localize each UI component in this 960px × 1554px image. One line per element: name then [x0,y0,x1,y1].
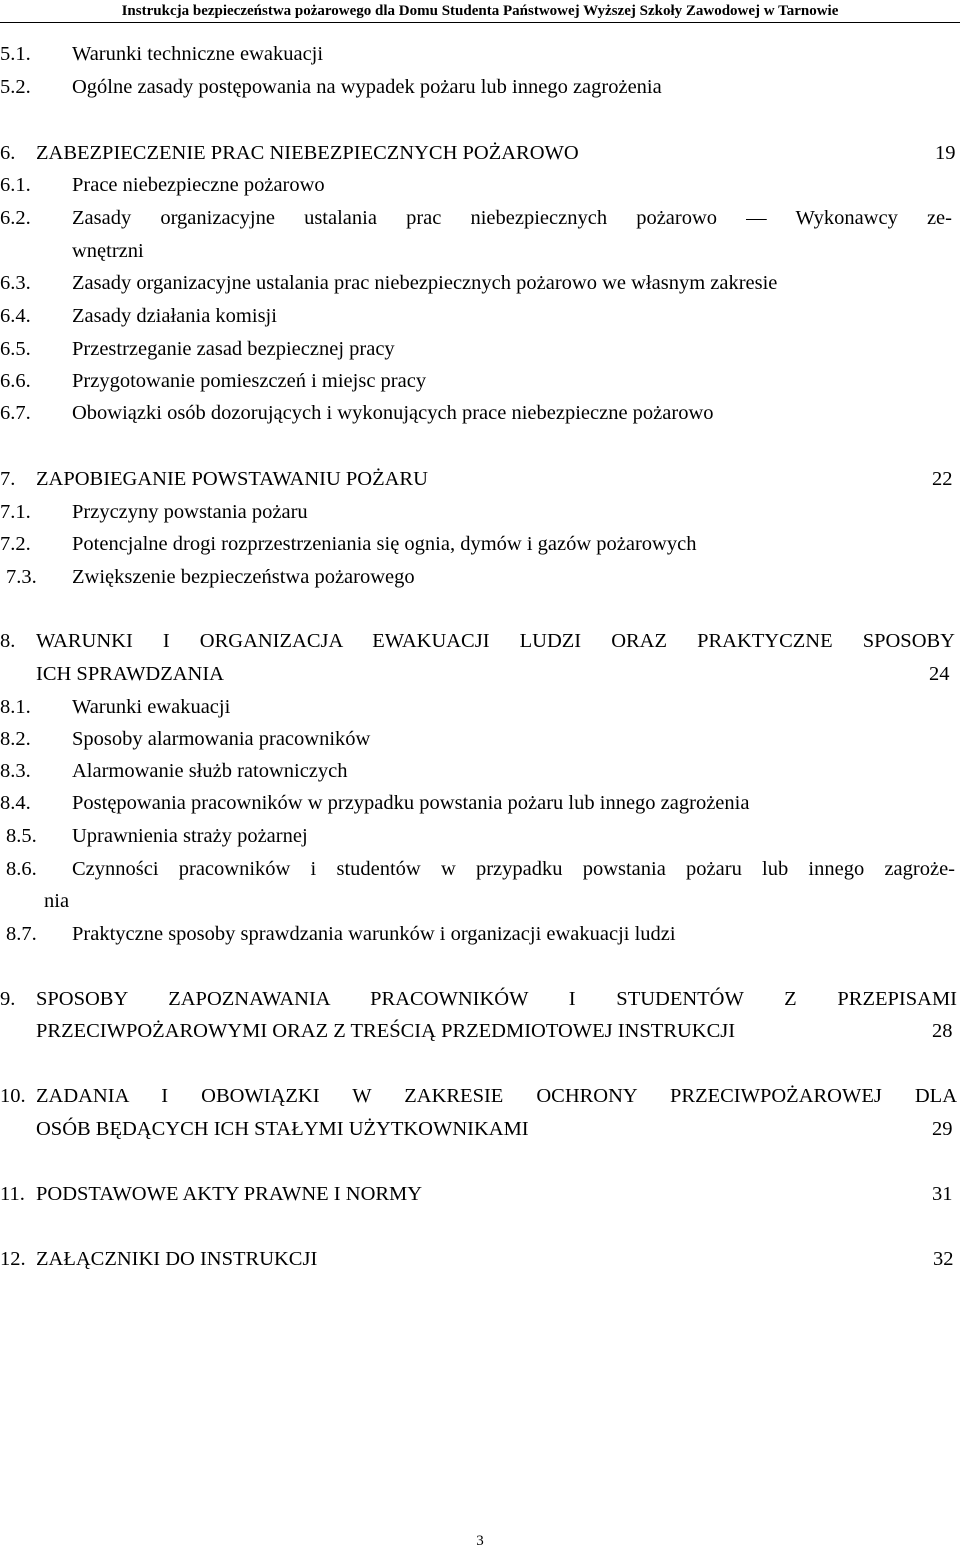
entry-title: Zwiększenie bezpieczeństwa pożarowego [72,566,415,588]
entry-title: SPOSOBY ZAPOZNAWANIA PRACOWNIKÓW I STUDENTÓW Z PRZEPISAMI [36,988,957,1010]
entry-title: ZAŁĄCZNIKI DO INSTRUKCJI [36,1248,318,1270]
entry-title: ZABEZPIECZENIE PRAC NIEBEZPIECZNYCH POŻAROWO [36,142,579,164]
entry-title: Uprawnienia straży pożarnej [72,825,308,847]
entry-number: 6.3. [0,272,31,294]
entry-page-number: 31 [932,1183,953,1205]
entry-page-number: 29 [932,1118,953,1140]
entry-title: Ogólne zasady postępowania na wypadek pożaru lub innego zagrożenia [72,76,662,98]
entry-number: 8.3. [0,760,31,782]
entry-number: 11. [0,1183,25,1205]
entry-title-continuation: wnętrzni [72,240,144,262]
entry-number: 8.7. [6,923,37,945]
entry-number: 8.4. [0,792,31,814]
entry-number: 6.1. [0,174,31,196]
entry-title: ZADANIA I OBOWIĄZKI W ZAKRESIE OCHRONY PRZECIWPOŻAROWEJ DLA [36,1085,957,1107]
entry-page-number: 22 [932,468,953,490]
entry-number: 6.6. [0,370,31,392]
entry-number: 7.2. [0,533,31,555]
entry-title: Obowiązki osób dozorujących i wykonujących prace niebezpieczne pożarowo [72,402,714,424]
entry-number: 8.1. [0,696,31,718]
entry-title-continuation: nia [44,890,70,912]
entry-page-number: 24 [929,663,950,685]
entry-title: Prace niebezpieczne pożarowo [72,174,325,196]
entry-title: Praktyczne sposoby sprawdzania warunków i organizacji ewakuacji ludzi [72,923,676,945]
entry-title: Przygotowanie pomieszczeń i miejsc pracy [72,370,427,392]
entry-number: 8.2. [0,728,31,750]
entry-number: 7. [0,468,16,490]
entry-page-number: 19 [935,142,956,164]
entry-title: Zasady organizacyjne ustalania prac niebezpiecznych pożarowo we własnym zakresie [72,272,778,294]
entry-title: WARUNKI I ORGANIZACJA EWAKUACJI LUDZI ORAZ PRAKTYCZNE SPOSOBY [36,630,955,652]
page-number: 3 [476,1533,484,1549]
entry-number: 7.3. [6,566,37,588]
entry-title: ZAPOBIEGANIE POWSTAWANIU POŻARU [36,468,428,490]
entry-title-continuation: ICH SPRAWDZANIA [36,663,224,685]
entry-title: Warunki ewakuacji [72,696,231,718]
entry-number: 6.5. [0,338,31,360]
entry-title: Potencjalne drogi rozprzestrzeniania się ognia, dymów i gazów pożarowych [72,533,697,555]
entry-page-number: 32 [933,1248,954,1270]
entry-number: 8.6. [6,858,37,880]
entry-title: Przyczyny powstania pożaru [72,501,308,523]
entry-title-continuation: PRZECIWPOŻAROWYMI ORAZ Z TREŚCIĄ PRZEDMIOTOWEJ INSTRUKCJI [36,1020,736,1042]
entry-number: 6. [0,142,16,164]
entry-title: Alarmowanie służb ratowniczych [72,760,348,782]
entry-number: 8. [0,630,16,652]
entry-title: Zasady działania komisji [72,305,277,327]
entry-title: Warunki techniczne ewakuacji [72,43,324,65]
entry-number: 8.5. [6,825,37,847]
entry-number: 10. [0,1085,26,1107]
entry-number: 6.4. [0,305,31,327]
entry-number: 9. [0,988,16,1010]
entry-number: 6.2. [0,207,31,229]
entry-page-number: 28 [932,1020,953,1042]
running-header: Instrukcja bezpieczeństwa pożarowego dla Domu Studenta Państwowej Wyższej Szkoły Zawodowej w Tarnowie [0,0,960,23]
entry-number: 12. [0,1248,26,1270]
entry-title: Zasady organizacyjne ustalania prac niebezpiecznych pożarowo — Wykonawcy ze- [72,207,952,229]
entry-title: Sposoby alarmowania pracowników [72,728,371,750]
entry-title: PODSTAWOWE AKTY PRAWNE I NORMY [36,1183,423,1205]
entry-number: 6.7. [0,402,31,424]
entry-title: Postępowania pracowników w przypadku powstania pożaru lub innego zagrożenia [72,792,750,814]
entry-title: Czynności pracowników i studentów w przypadku powstania pożaru lub innego zagroże- [72,858,955,880]
entry-title-continuation: OSÓB BĘDĄCYCH ICH STAŁYMI UŻYTKOWNIKAMI [36,1118,529,1140]
entry-number: 7.1. [0,501,31,523]
entry-title: Przestrzeganie zasad bezpiecznej pracy [72,338,395,360]
entry-number: 5.2. [0,76,31,98]
entry-number: 5.1. [0,43,31,65]
